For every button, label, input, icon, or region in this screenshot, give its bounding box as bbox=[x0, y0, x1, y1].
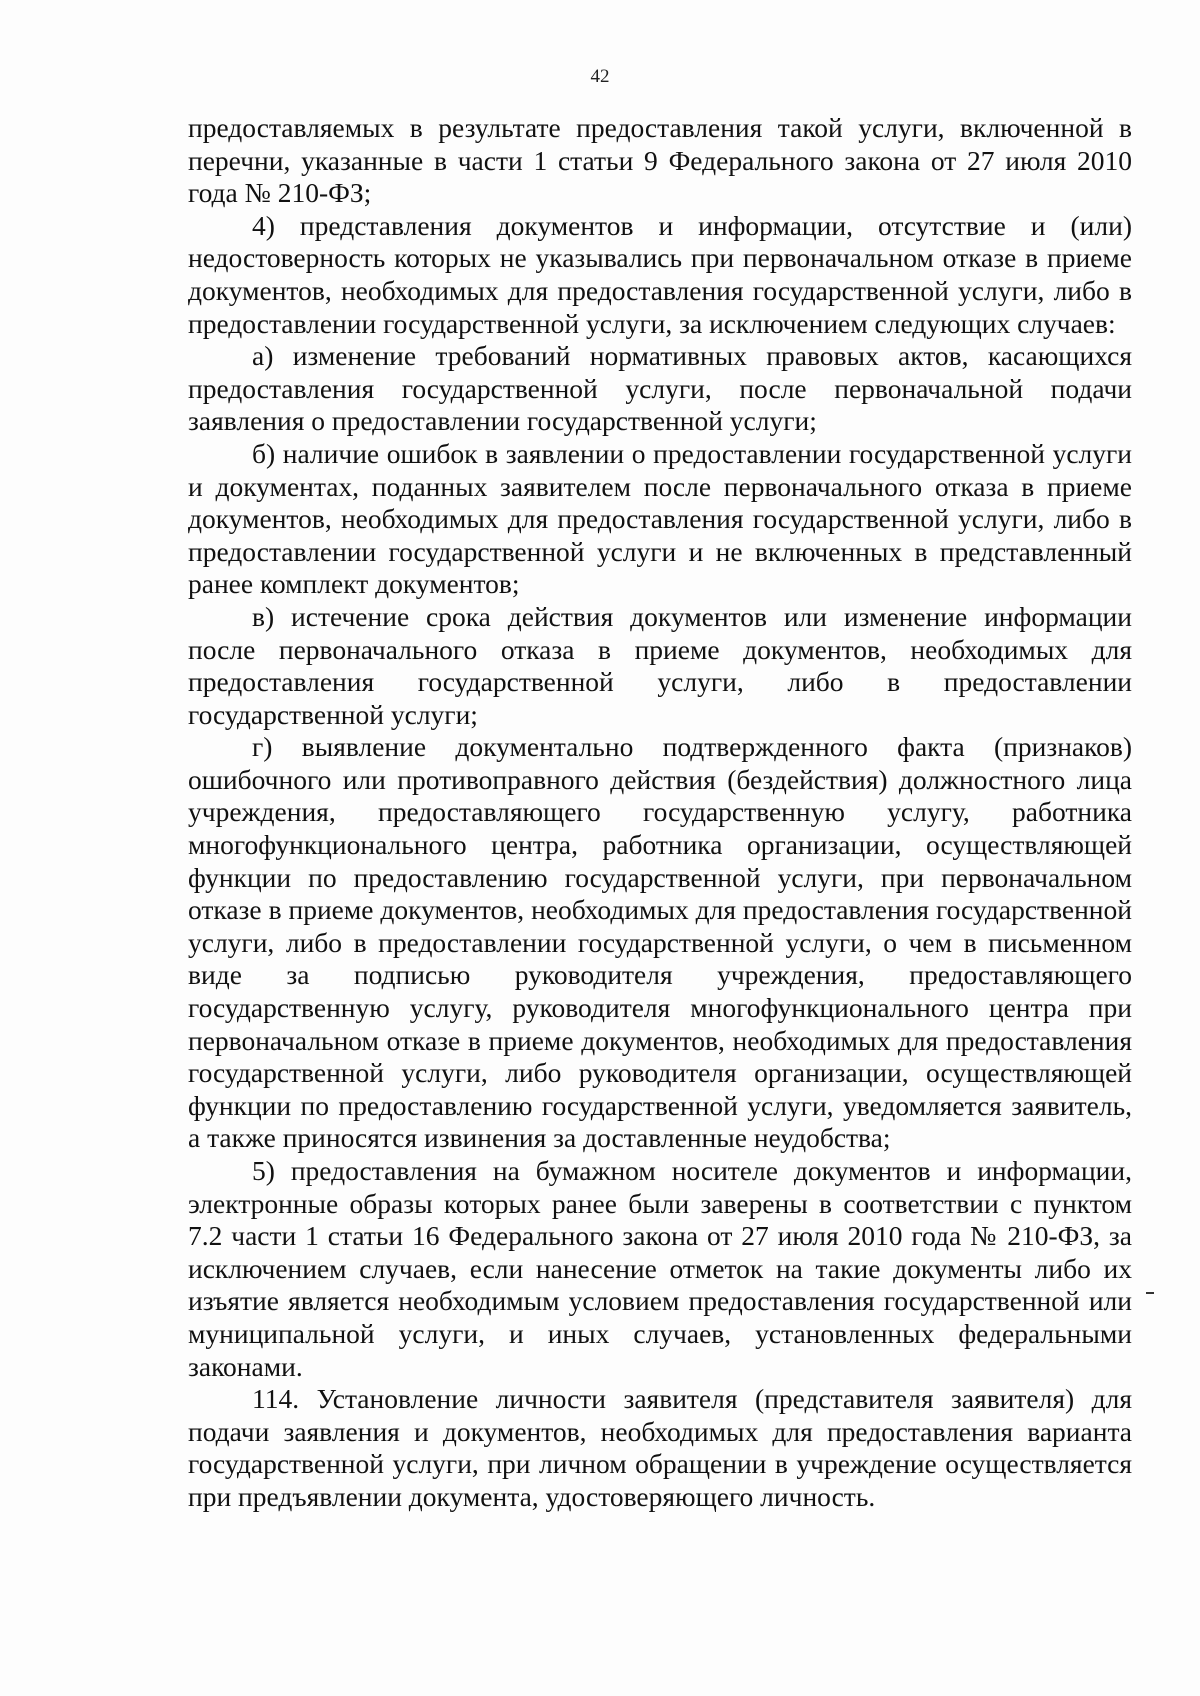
paragraph-item-5: 5) предоставления на бумажном носителе документов и информации, электронные образы которых ранее были заверены в соответствии с пунктом 7.2 части 1 статьи 16 Федерального закона от 27 июля 2010 года № 210-ФЗ, за исключением случаев, если нанесение отметок на такие документы либо их изъятие является необходимым условием предоставления государственной или муниципальной услуги, и иных случаев, установленных федеральными законами. bbox=[188, 1155, 1132, 1382]
document-body bbox=[188, 112, 1132, 1514]
paragraph-subitem-a: а) изменение требований нормативных правовых актов, касающихся предоставления государственной услуги, после первоначальной подачи заявления о предоставлении государственной услуги; bbox=[188, 340, 1132, 437]
paragraph-subitem-v: в) истечение срока действия документов или изменение информации после первоначального отказа в приеме документов, необходимых для предоставления государственной услуги, либо в предоставлении государственной услуги; bbox=[188, 600, 1132, 730]
paragraph-continuation: предоставляемых в результате предоставления такой услуги, включенной в перечни, указанные в части 1 статьи 9 Федерального закона от 27 июля 2010 года № 210-ФЗ; bbox=[188, 112, 1132, 209]
paragraph-subitem-b: б) наличие ошибок в заявлении о предоставлении государственной услуги и документах, поданных заявителем после первоначального отказа в приеме документов, необходимых для предоставления государственной услуги, либо в предоставлении государственной услуги и не включенных в представленный ранее комплект документов; bbox=[188, 437, 1132, 600]
page-number: 42 bbox=[590, 66, 610, 87]
paragraph-subitem-g: г) выявление документально подтвержденного факта (признаков) ошибочного или противоправного действия (бездействия) должностного лица учреждения, предоставляющего государственную услугу, работника многофункционального центра, работника организации, осуществляющей функции по предоставлению государственной услуги, при первоначальном отказе в приеме документов, необходимых для предоставления государственной услуги, либо в предоставлении государственной услуги, о чем в письменном виде за подписью руководителя учреждения, предоставляющего государственную услугу, руководителя многофункционального центра при первоначальном отказе в приеме документов, необходимых для предоставления государственной услуги, либо руководителя организации, осуществляющей функции по предоставлению государственной услуги, уведомляется заявитель, а также приносятся извинения за доставленные неудобства; bbox=[188, 731, 1132, 1154]
margin-dash-mark bbox=[1146, 1292, 1154, 1294]
paragraph-clause-114: 114. Установление личности заявителя (представителя заявителя) для подачи заявления и документов, необходимых для предоставления варианта государственной услуги, при личном обращении в учреждение осуществляется при предъявлении документа, удостоверяющего личность. bbox=[188, 1383, 1132, 1512]
paragraph-item-4: 4) представления документов и информации, отсутствие и (или) недостоверность которых не указывались при первоначальном отказе в приеме документов, необходимых для предоставления государственной услуги, либо в предоставлении государственной услуги, за исключением следующих случаев: bbox=[188, 209, 1132, 339]
